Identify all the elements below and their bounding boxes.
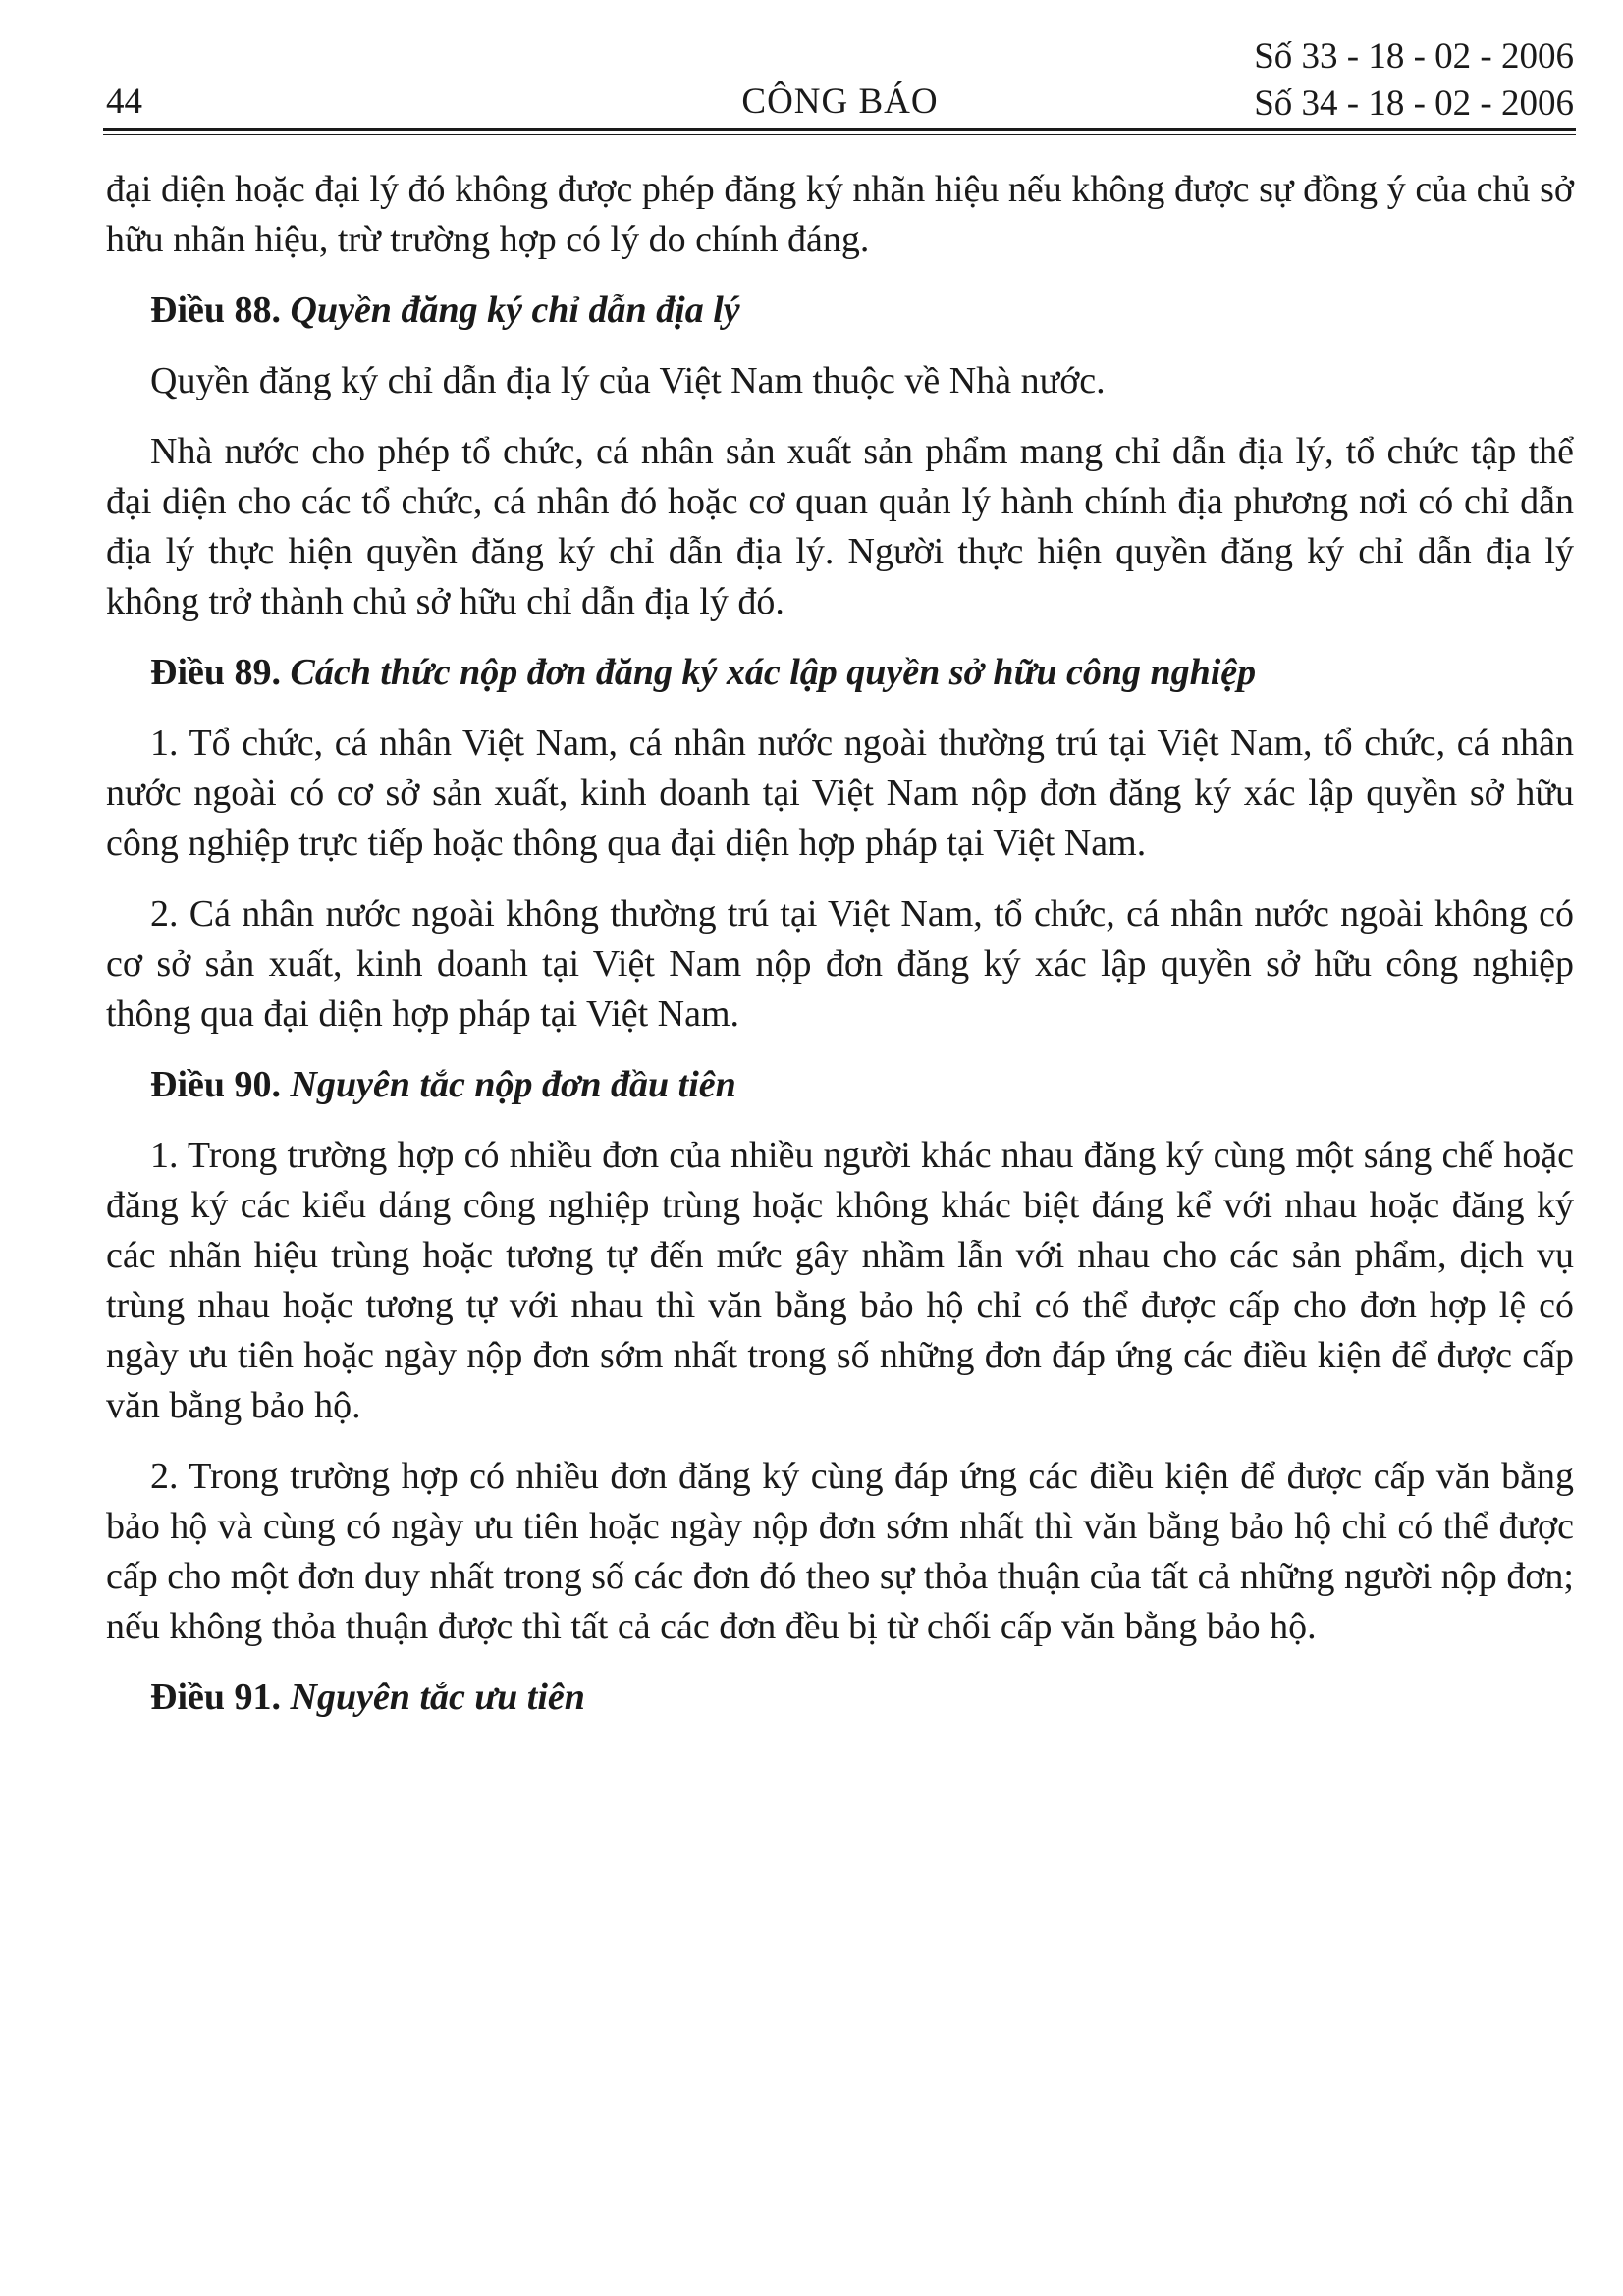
article-heading <box>106 286 1574 336</box>
page-header <box>106 29 1574 137</box>
article-number: Điều 91. <box>150 1677 281 1718</box>
publication-title: CÔNG BÁO <box>741 81 939 122</box>
article-title: Nguyên tắc ưu tiên <box>290 1677 585 1718</box>
article-heading <box>106 648 1574 698</box>
article-number: Điều 89. <box>150 652 281 693</box>
issue-line: Số 34 - 18 - 02 - 2006 <box>1254 83 1574 124</box>
article-heading <box>106 1673 1574 1723</box>
paragraph: Quyền đăng ký chỉ dẫn địa lý của Việt Nam thuộc về Nhà nước. <box>150 360 1106 401</box>
issue-line: Số 33 - 18 - 02 - 2006 <box>1254 36 1574 77</box>
document-body <box>106 165 1574 1743</box>
paragraph: 1. Trong trường hợp có nhiều đơn của nhiều người khác nhau đăng ký cùng một sáng chế hoặc đăng ký các kiểu dáng công nghiệp trùng hoặc không khác biệt đáng kể với nhau hoặc đăng ký các nhãn hiệu trùng hoặc tương tự đến mức gây nhầm lẫn với nhau cho các sản phẩm, dịch vụ trùng nhau hoặc tương tự với nhau thì văn bằng bảo hộ chỉ có thể được cấp cho đơn hợp lệ có ngày ưu tiên hoặc ngày nộp đơn sớm nhất trong số những đơn đáp ứng các điều kiện để được cấp văn bằng bảo hộ. <box>106 1135 1574 1426</box>
page-number: 44 <box>106 81 142 122</box>
article-title: Nguyên tắc nộp đơn đầu tiên <box>290 1064 736 1105</box>
article-title: Quyền đăng ký chỉ dẫn địa lý <box>290 290 740 331</box>
header-rule <box>103 128 1576 131</box>
header-rule-thin <box>103 134 1576 135</box>
article-number: Điều 90. <box>150 1064 281 1105</box>
paragraph: 1. Tổ chức, cá nhân Việt Nam, cá nhân nước ngoài thường trú tại Việt Nam, tổ chức, cá nhân nước ngoài có cơ sở sản xuất, kinh doanh tại Việt Nam nộp đơn đăng ký xác lập quyền sở hữu công nghiệp trực tiếp hoặc thông qua đại diện hợp pháp tại Việt Nam. <box>106 722 1574 864</box>
issue-numbers <box>1254 33 1574 128</box>
article-title: Cách thức nộp đơn đăng ký xác lập quyền sở hữu công nghiệp <box>290 652 1257 693</box>
paragraph: Nhà nước cho phép tổ chức, cá nhân sản xuất sản phẩm mang chỉ dẫn địa lý, tổ chức tập thể đại diện cho các tổ chức, cá nhân đó hoặc cơ quan quản lý hành chính địa phương nơi có chỉ dẫn địa lý thực hiện quyền đăng ký chỉ dẫn địa lý. Người thực hiện quyền đăng ký chỉ dẫn địa lý không trở thành chủ sở hữu chỉ dẫn địa lý đó. <box>106 431 1574 622</box>
article-number: Điều 88. <box>150 290 281 331</box>
article-heading <box>106 1060 1574 1110</box>
paragraph: 2. Cá nhân nước ngoài không thường trú tại Việt Nam, tổ chức, cá nhân nước ngoài không có cơ sở sản xuất, kinh doanh tại Việt Nam nộp đơn đăng ký xác lập quyền sở hữu công nghiệp thông qua đại diện hợp pháp tại Việt Nam. <box>106 893 1574 1035</box>
continued-paragraph: đại diện hoặc đại lý đó không được phép đăng ký nhãn hiệu nếu không được sự đồng ý của chủ sở hữu nhãn hiệu, trừ trường hợp có lý do chính đáng. <box>106 169 1574 260</box>
paragraph: 2. Trong trường hợp có nhiều đơn đăng ký cùng đáp ứng các điều kiện để được cấp văn bằng bảo hộ và cùng có ngày ưu tiên hoặc ngày nộp đơn sớm nhất thì văn bằng bảo hộ chỉ có thể được cấp cho một đơn duy nhất trong số các đơn đó theo sự thỏa thuận của tất cả những người nộp đơn; nếu không thỏa thuận được thì tất cả các đơn đều bị từ chối cấp văn bằng bảo hộ. <box>106 1456 1574 1647</box>
